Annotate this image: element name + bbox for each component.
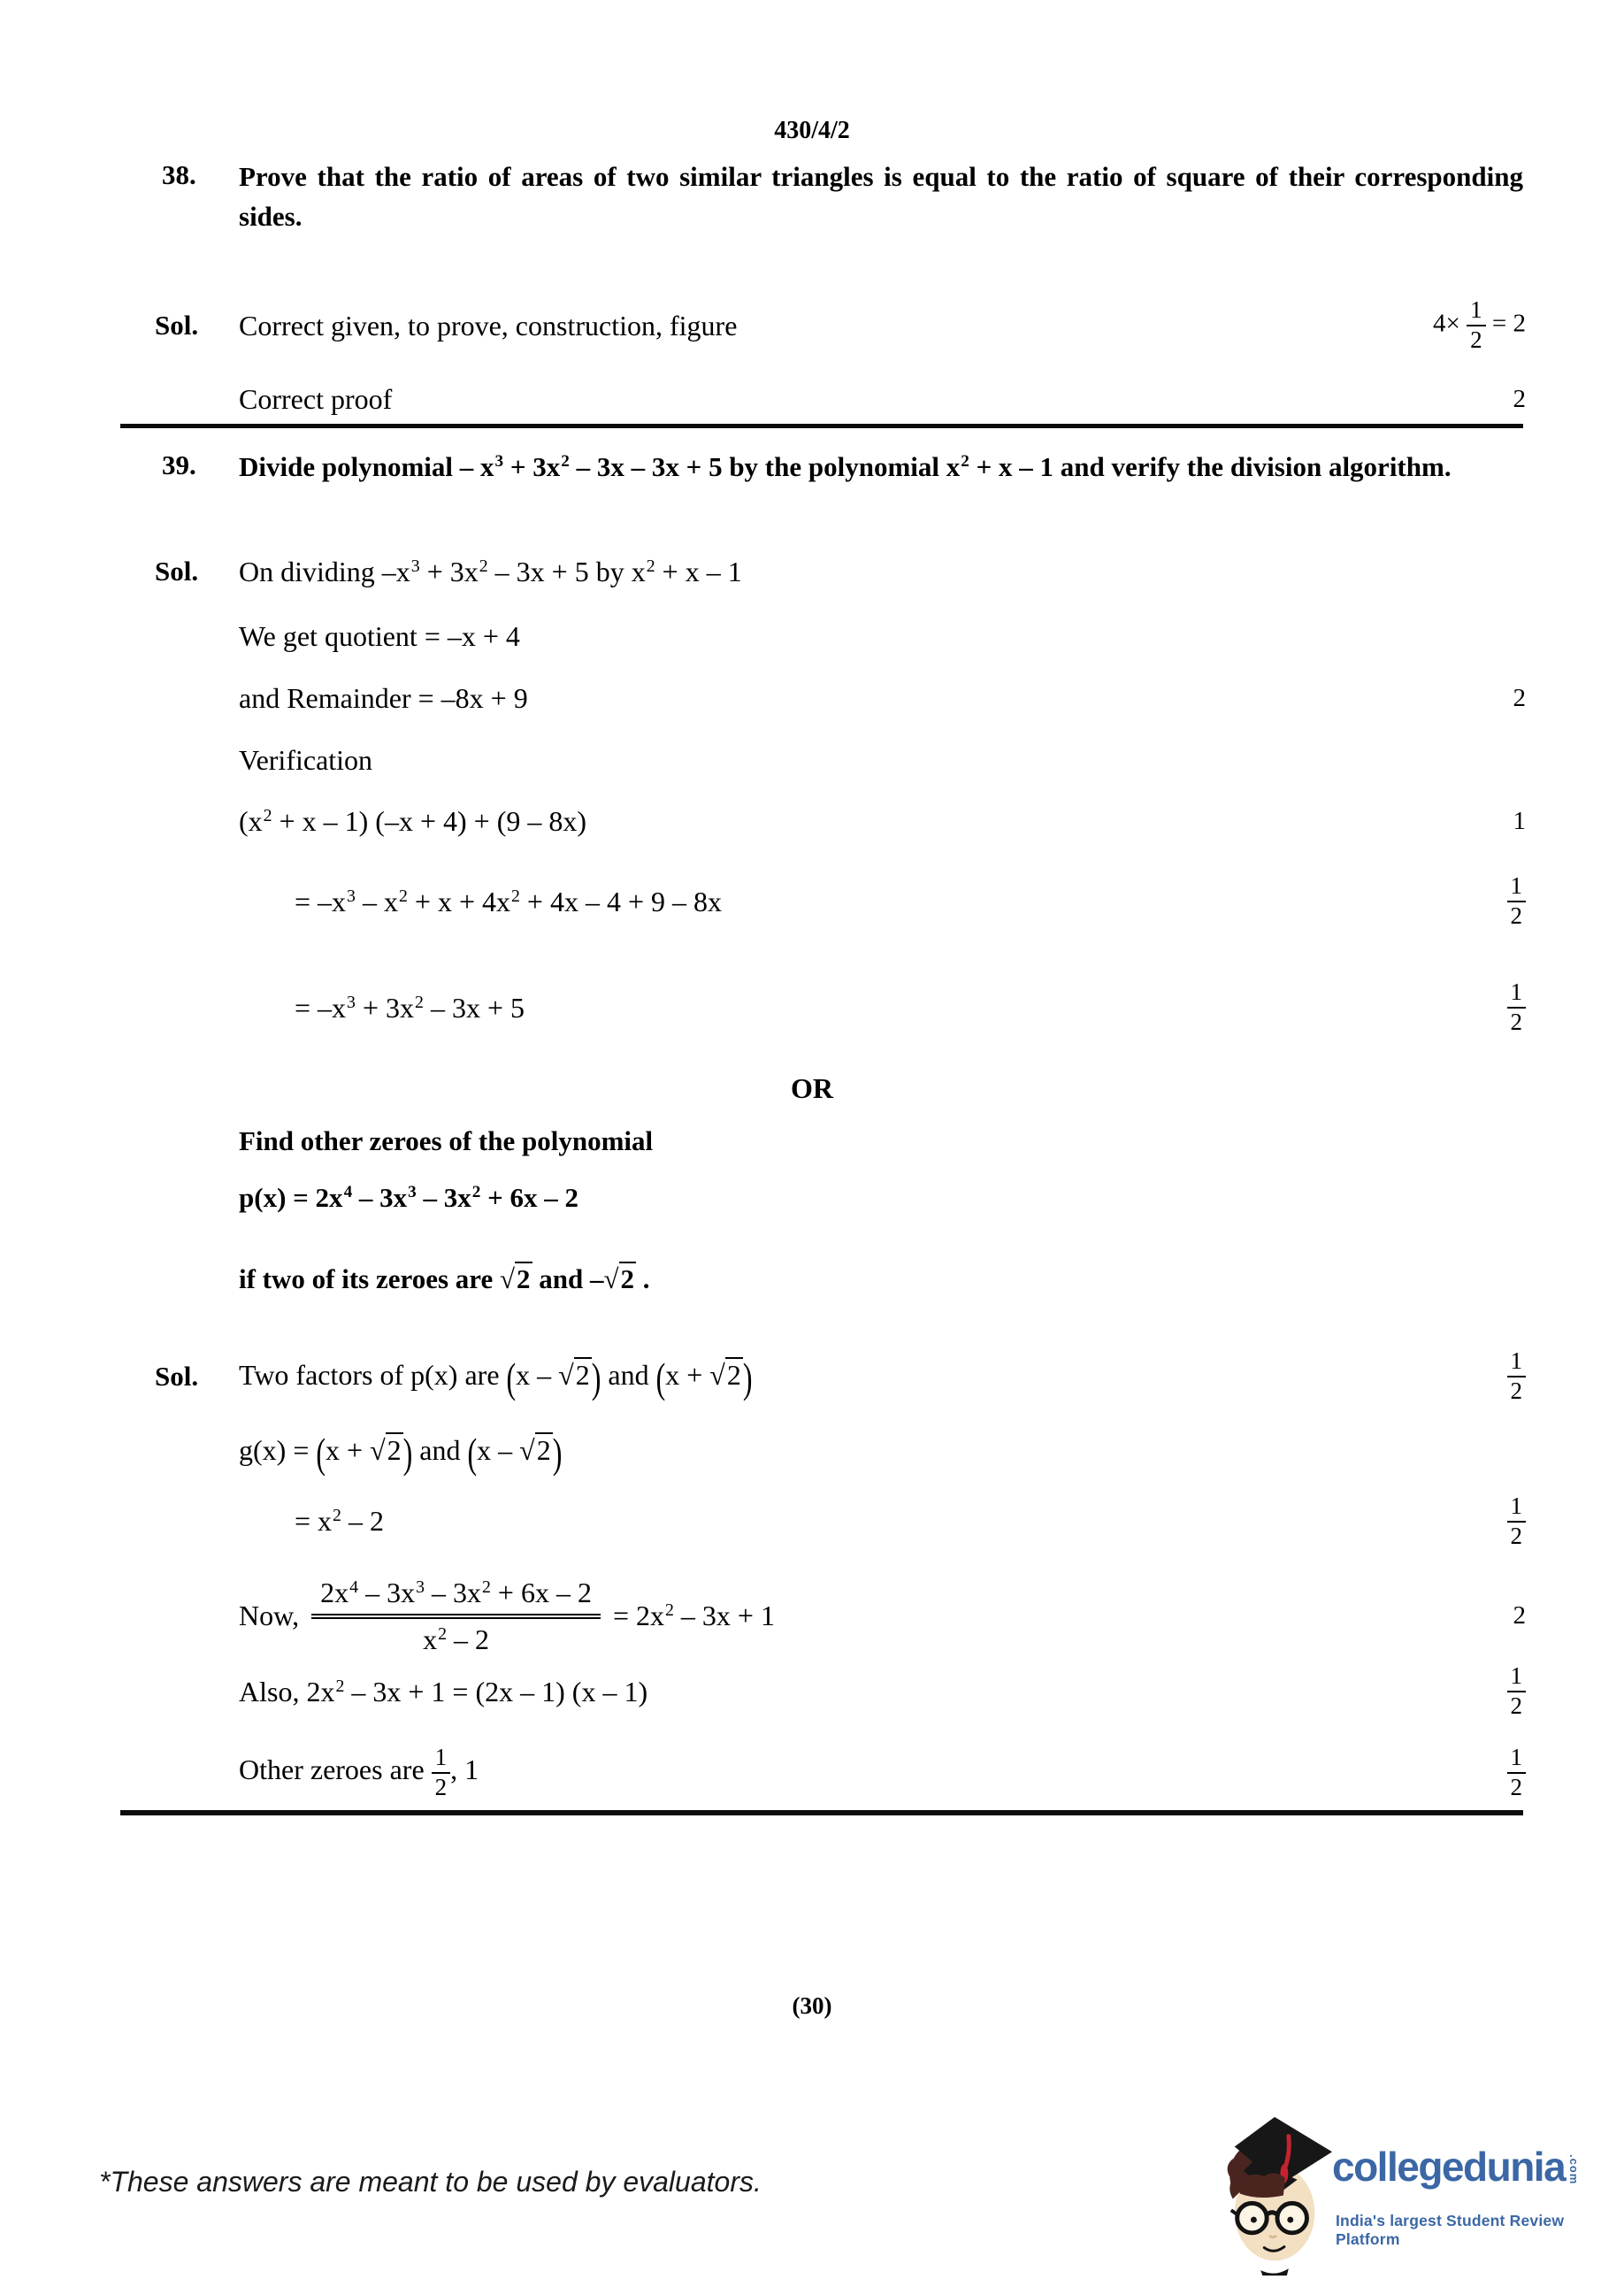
question-39-number: 39. [162, 449, 196, 480]
marks-value: 2 [1513, 1600, 1526, 1630]
or-question-polynomial: $p(x) = 2x^4 - 3x^3 - 3x^2 + 6x - 2$ [239, 1182, 579, 1213]
solor-row-now [239, 1554, 1526, 1677]
question-38-text: Prove that the ratio of areas of two similar triangles is equal to the ratio of square of their corresponding sides. [239, 161, 1523, 232]
marks-value: $\frac{1}{2}$ [1507, 979, 1527, 1035]
sol39-row-5 [239, 799, 1526, 843]
collegedunia-logo [1221, 2114, 1610, 2279]
solution-text: = $-x^3 + 3x^2 - 3x + 5$ [295, 991, 525, 1024]
section-divider [120, 1810, 1523, 1815]
solution-text: = $-x^3 - x^2 + x + 4x^2 + 4x - 4 + 9 - 8x$ [295, 885, 722, 917]
sol39-row-1 [155, 550, 1526, 593]
marks-value: $\frac{1}{2}$ [1507, 873, 1527, 929]
solution-text: and Remainder = –8x + 9 [239, 681, 528, 714]
solution-text: Correct given, to prove, construction, figure [239, 309, 738, 341]
marks-value: $\frac{1}{2}$ [1507, 1745, 1527, 1800]
or-question-heading: Find other zeroes of the polynomial [239, 1125, 654, 1156]
displayed-fraction [311, 1575, 601, 1657]
solution-text: On dividing $-x^3 + 3x^2 - 3x + 5$ by $x^2 + x - 1$ [239, 555, 742, 587]
solution-text: Verification [239, 743, 373, 776]
marks-value: $\frac{1}{2}$ [1507, 1663, 1527, 1719]
marks-value: $\frac{1}{2}$ [1507, 1493, 1527, 1549]
question-39-text: Divide polynomial – $x^3 + 3x^2 - 3x - 3x + 5$ by the polynomial $x^2 + x - 1$ and verify the division algorithm. [239, 451, 1452, 482]
fraction-denominator: $x^2 - 2$ [423, 1623, 489, 1655]
paper-code: 430/4/2 [774, 117, 850, 144]
question-39 [162, 448, 1524, 487]
now-result: = $2x^2 - 3x + 1$ [612, 1599, 775, 1631]
marks-value: 2 [1513, 683, 1526, 712]
solor-row-3 [239, 1479, 1526, 1563]
solor-row-zeroes [239, 1725, 1526, 1821]
solution-text: g(x) = (x + √2) and (x – √2) [239, 1428, 563, 1477]
brand-tagline: India's largest Student Review Platform [1336, 2212, 1565, 2248]
solor-row-also [239, 1663, 1526, 1720]
sol39-row-6 [239, 854, 1526, 949]
sol39-row-7 [239, 960, 1526, 1055]
solution-text: Also, $2x^2 - 3x + 1 = (2x - 1)$ (x – 1) [239, 1675, 648, 1707]
brand-line [1332, 2143, 1581, 2191]
solution-text: Two factors of p(x) are (x – √2) and (x + √2) [239, 1353, 753, 1401]
fraction-numerator: $2x^4 - 3x^3 - 3x^2 + 6x - 2$ [311, 1575, 601, 1619]
graduate-boy-mascot-icon [1221, 2114, 1334, 2277]
sol-label: Sol. [155, 310, 199, 341]
brand-tld: .com [1567, 2153, 1582, 2185]
sol38-row-1 [155, 285, 1526, 366]
sol39-row-3 [239, 677, 1526, 719]
question-38 [162, 157, 1524, 237]
solution-text: Correct proof [239, 382, 393, 415]
sol38-row-2 [239, 379, 1526, 419]
marks-value: 1 [1513, 806, 1526, 835]
now-lead: Now, [239, 1599, 300, 1631]
marks-value: 2 [1513, 384, 1526, 413]
sol39-row-2 [239, 615, 1526, 657]
solution-text: We get quotient = –x + 4 [239, 619, 520, 652]
solution-text: $(x^2 + x - 1) (-x + 4) + (9 - 8x)$ [239, 804, 586, 837]
marks-value: $\frac{1}{2}$ [1507, 1348, 1527, 1404]
solor-row-2 [239, 1414, 1526, 1489]
question-38-number: 38. [162, 159, 196, 190]
section-divider [120, 424, 1523, 428]
or-question-condition: if two of its zeroes are √2 and –√2 . [239, 1263, 650, 1294]
solution-text: = $x^2 - 2$ [295, 1505, 384, 1537]
sol39-row-4 [239, 739, 1526, 781]
solor-row-1 [155, 1334, 1526, 1418]
marks-value: 4× $\frac{1}{2}$ = 2 [1433, 296, 1526, 353]
sol-label: Sol. [155, 1360, 199, 1392]
solution-text: Other zeroes are $\frac{1}{2}$ , 1 [239, 1744, 479, 1800]
evaluator-footnote: *These answers are meant to be used by evaluators. [99, 2166, 762, 2198]
or-separator: OR [791, 1072, 833, 1104]
solution-equation [239, 1575, 775, 1657]
sol-label: Sol. [155, 556, 199, 587]
brand-name: collegedunia [1332, 2144, 1566, 2190]
page-number: (30) [792, 1992, 832, 2019]
